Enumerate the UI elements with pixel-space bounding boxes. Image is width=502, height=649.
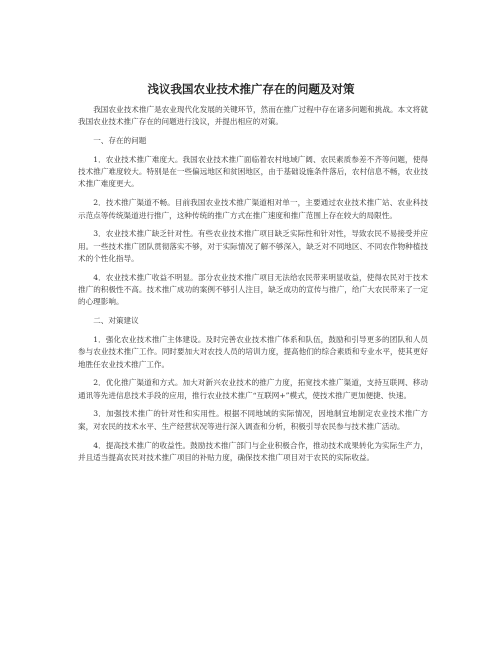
problem-paragraph-2: 2．技术推广渠道不畅。目前我国农业技术推广渠道相对单一，主要通过农业技术推广站、农业科技示范点等传统渠道进行推广，这种传统的推广方式在推广速度和推广范围上存在较大的局限性。 bbox=[78, 198, 428, 220]
problem-paragraph-4: 4．农业技术推广收益不明显。部分农业技术推广项目无法给农民带来明显收益，使得农民对于技术推广的积极性不高。技术推广成功的案例不够引人注目，缺乏成功的宣传与推广，给广大农民带来了一定的心理影响。 bbox=[78, 272, 428, 307]
suggestion-paragraph-1: 1．强化农业技术推广主体建设。及时完善农业技术推广体系和队伍，鼓励和引导更多的团队和人员参与农业技术推广工作。同时要加大对农技人员的培训力度，提高他们的综合素质和专业水平，使其更好地胜任农业技术推广工作。 bbox=[78, 334, 428, 369]
section-heading-problems: 一、存在的问题 bbox=[93, 136, 147, 146]
section-heading-suggestions: 二、对策建议 bbox=[93, 316, 139, 326]
intro-paragraph: 我国农业技术推广是农业现代化发展的关键环节，然而在推广过程中存在诸多问题和挑战。本文将就我国农业技术推广存在的问题进行浅议，并提出相应的对策。 bbox=[78, 105, 428, 127]
suggestion-paragraph-2: 2．优化推广渠道和方式。加大对新兴农业技术的推广力度，拓宽技术推广渠道，支持互联网、移动通讯等先进信息技术手段的应用，推行农业技术推广“互联网+”模式，使技术推广更加便捷、快速。 bbox=[78, 378, 428, 400]
document-body bbox=[78, 104, 428, 471]
problem-paragraph-1: 1．农业技术推广难度大。我国农业技术推广面临着农村地域广阔、农民素质参差不齐等问题，使得技术推广难度较大。特别是在一些偏远地区和贫困地区，由于基础设施条件落后，农村信息不畅，农业技术推广难度更大。 bbox=[78, 154, 428, 189]
problem-paragraph-3: 3．农业技术推广缺乏针对性。有些农业技术推广项目缺乏实际性和针对性，导致农民不易接受并应用。一些技术推广团队贯彻落实不够，对于实际情况了解不够深入，缺乏对不同地区、不同农作物种植技术的个性化指导。 bbox=[78, 229, 428, 263]
document-title: 浅议我国农业技术推广存在的问题及对策 bbox=[147, 82, 355, 96]
suggestion-paragraph-3: 3．加强技术推广的针对性和实用性。根据不同地域的实际情况，因地制宜地制定农业技术推广方案，对农民的技术水平、生产经营状况等进行深入调查和分析，积极引导农民参与技术推广活动。 bbox=[78, 409, 428, 431]
suggestion-paragraph-4: 4．提高技术推广的收益性。鼓励技术推广部门与企业积极合作，推动技术成果转化为实际生产力，并且适当提高农民对技术推广项目的补贴力度，确保技术推广项目对于农民的实际收益。 bbox=[78, 440, 428, 462]
